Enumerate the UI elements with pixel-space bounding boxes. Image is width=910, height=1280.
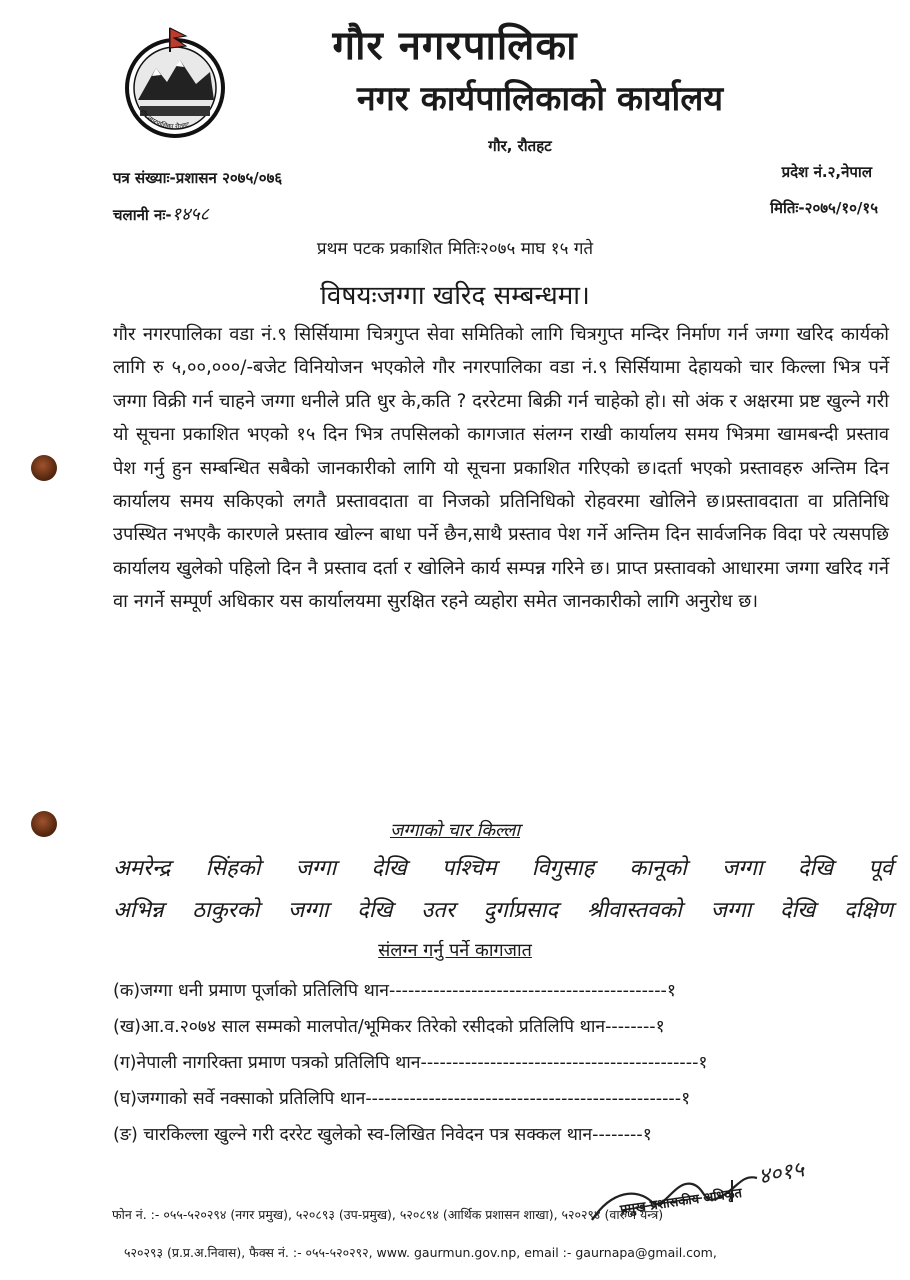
document-item-dashes: -------------------------------------------- xyxy=(389,981,667,1001)
dispatch-line xyxy=(113,202,209,226)
document-item-label: (ग)नेपाली नागरिक्ता प्रमाण पत्रको प्रतिलिपि थान xyxy=(113,1053,421,1073)
letter-date: मितिः-२०७५/१०/१५ xyxy=(770,199,878,217)
notice-body: गौर नगरपालिका वडा नं.९ सिर्सियामा चित्रगुप्त सेवा समितिको लागि चित्रगुप्त मन्दिर निर्माण गर्न जग्गा खरिद कार्यको लागि रु ५,००,०००/-बजेट विनियोजन भएकोले गौर नगरपालिका वडा नं.९ सिर्सियामा देहायको चार किल्ला भित्र पर्ने जग्गा विक्री गर्न चाहने जग्गा धनीले प्रति धुर के,कति ? दररेटमा बिक्री गर्न चाहेको हो। सो अंक र अक्षरमा प्रष्ट खुल्ने गरी यो सूचना प्रकाशित भएको १५ दिन भित्र तपसिलको कागजात संलग्न राखी कार्यालय समय भित्रमा खामबन्दी प्रस्ताव पेश गर्नु हुन सम्बन्धित सबैको जानकारीको लागि यो सूचना प्रकाशित गरिएको छ।दर्ता भएको प्रस्तावहरु अन्तिम दिन कार्यालय समय सकिएको लगतै प्रस्तावदाता वा निजको प्रतिनिधिको रोहवरमा खोलिने छ।प्रस्तावदाता वा प्रतिनिधि उपस्थित नभएकै कारणले प्रस्ताव खोल्न बाधा पर्ने छैन,साथै प्रस्ताव पेश गर्ने अन्तिम दिन सार्वजनिक विदा परे त्यसपछि कार्यालय खुलेको पहिलो दिन नै प्रस्ताव दर्ता र खोलिने कार्य सम्पन्न गरिने छ। प्राप्त प्रस्तावको आधारमा जग्गा खरिद गर्ने वा नगर्ने सम्पूर्ण अधिकार यस कार्यालयमा सुरक्षित रहने व्यहोरा समेत जानकारीको लागि अनुरोध छ। xyxy=(113,324,889,613)
office-name: नगर कार्यपालिकाको कार्यालय xyxy=(356,79,724,119)
footer-contact-line: ५२०२९३ (प्र.प्र.अ.निवास), फैक्स नं. :- ०५५-५२०२९२, www. gaurmun.gov.np, email :- gaurnapa@gmail.com, xyxy=(124,1245,717,1260)
document-item-label: (ख)आ.व.२०७४ साल सम्मको मालपोत/भूमिकर तिरेको रसीदको प्रतिलिपि थान xyxy=(113,1017,606,1037)
document-item-label: (घ)जग्गाको सर्वे नक्साको प्रतिलिपि थान xyxy=(113,1089,366,1109)
document-item-count: १ xyxy=(698,1053,708,1073)
dispatch-label: चलानी नः- xyxy=(113,206,172,224)
document-item-count: १ xyxy=(642,1125,652,1145)
document-item-dashes: -------- xyxy=(605,1017,656,1037)
emblem-caption: गौर नगरपालिका रौतहट xyxy=(138,107,191,131)
signature-number: ४०१५ xyxy=(756,1157,807,1190)
document-item-dashes: -------- xyxy=(592,1125,643,1145)
document-item xyxy=(113,978,676,1002)
document-item xyxy=(113,1086,690,1110)
document-item-dashes: -------------------------------------------- xyxy=(420,1053,699,1073)
boundary-line-1: अमरेन्द्र सिंहको जग्गा देखि पश्चिम विगुसाह कानूको जग्गा देखि पूर्व xyxy=(113,856,893,881)
punch-hole xyxy=(31,811,57,837)
document-item xyxy=(113,1014,665,1038)
document-item-count: १ xyxy=(681,1089,691,1109)
document-item-count: १ xyxy=(655,1017,665,1037)
punch-hole xyxy=(31,455,57,481)
document-item-label: (ङ) चारकिल्ला खुल्ने गरी दररेट खुलेको स्व-लिखित निवेदन पत्र सक्कल थान xyxy=(113,1125,593,1145)
boundaries-heading: जग्गाको चार किल्ला xyxy=(389,820,521,841)
subject-line: विषयःजग्गा खरिद सम्बन्धमा। xyxy=(320,281,590,311)
letter-number: पत्र संख्याः-प्रशासन २०७५/०७६ xyxy=(113,169,283,187)
officer-stamp: प्रमुख प्रशासकीय अधिकृत xyxy=(619,1185,743,1218)
documents-heading: संलग्न गर्नु पर्ने कागजात xyxy=(378,940,532,961)
document-item xyxy=(113,1050,708,1074)
office-location: गौर, रौतहट xyxy=(488,137,552,155)
document-item-label: (क)जग्गा धनी प्रमाण पूर्जाको प्रतिलिपि थान xyxy=(113,981,390,1001)
municipality-name: गौर नगरपालिका xyxy=(332,23,578,69)
document-item-count: १ xyxy=(666,981,676,1001)
dispatch-number: १४५८ xyxy=(171,204,210,225)
published-date: प्रथम पटक प्रकाशित मितिः२०७५ माघ १५ गते xyxy=(316,239,594,259)
boundary-line-2: अभिन्न ठाकुरको जग्गा देखि उतर दुर्गाप्रसाद श्रीवास्तवको जग्गा देखि दक्षिण xyxy=(113,898,893,923)
document-item-dashes: -------------------------------------------------- xyxy=(365,1089,682,1109)
province-label: प्रदेश नं.२,नेपाल xyxy=(781,163,872,181)
footer-phone-line: फोन नं. :- ०५५-५२०२९४ (नगर प्रमुख), ५२०८९३ (उप-प्रमुख), ५२०८९४ (आर्थिक प्रशासन शाखा), ५२०२९४ (वारुण यन्त्र) xyxy=(112,1207,664,1222)
document-item xyxy=(113,1122,652,1146)
